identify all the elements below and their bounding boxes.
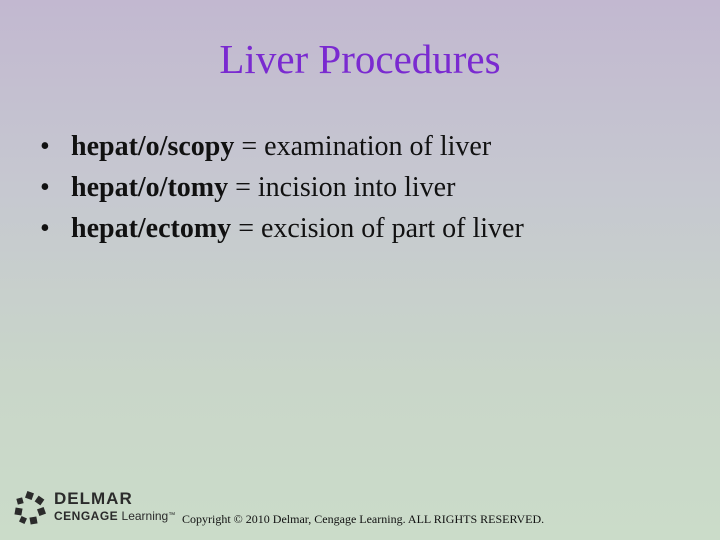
definition: = examination of liver	[234, 131, 492, 162]
logo-learning: Learning	[118, 509, 169, 523]
definition: = incision into liver	[228, 172, 456, 203]
publisher-logo	[14, 489, 179, 529]
term: hepat/o/scopy	[71, 131, 235, 162]
term: hepat/ectomy	[71, 213, 232, 244]
delmar-logo-icon	[14, 491, 48, 525]
bullet-list	[40, 126, 700, 249]
logo-cengage: CENGAGE	[54, 509, 119, 523]
bullet-item	[40, 126, 700, 167]
bullet-item	[40, 167, 700, 208]
logo-trademark: ™	[168, 512, 176, 519]
definition: = excision of part of liver	[231, 213, 524, 244]
logo-wordmark-bottom	[54, 509, 175, 523]
bullet-icon: •	[40, 213, 50, 244]
copyright-notice: Copyright © 2010 Delmar, Cengage Learning. ALL RIGHTS RESERVED.	[182, 512, 545, 526]
logo-wordmark-top: DELMAR	[54, 489, 133, 508]
bullet-item	[40, 208, 700, 249]
term: hepat/o/tomy	[71, 172, 229, 203]
bullet-icon: •	[40, 131, 50, 162]
slide-title: Liver Procedures	[219, 36, 501, 82]
bullet-icon: •	[40, 172, 50, 203]
